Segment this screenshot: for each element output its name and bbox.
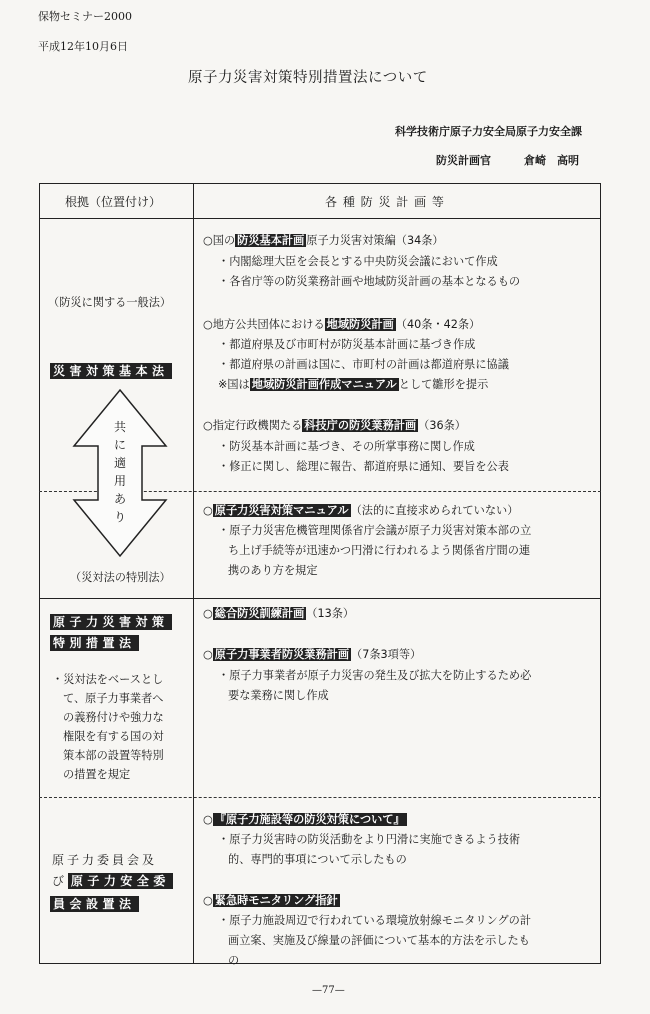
- author-name: 倉崎 高明: [524, 154, 579, 167]
- seminar-label: 保物セミナー2000: [38, 10, 132, 23]
- page-number: —77—: [312, 985, 345, 996]
- item-detail: （40条・42条）: [395, 318, 481, 331]
- bullet: ○: [203, 607, 213, 620]
- arrow-char: 共: [113, 420, 126, 434]
- item-line: ・原子力事業者が原子力災害の発生及び拡大を防止するため必: [218, 669, 532, 682]
- note-line: 権限を有する国の対: [63, 730, 164, 743]
- section-divider: [39, 797, 601, 798]
- item-line: の: [228, 954, 240, 967]
- iinkai-line-2: [52, 872, 173, 889]
- tokusoho-badge-1: [50, 611, 172, 630]
- basic-plan-highlight: 防災基本計画: [237, 234, 305, 247]
- bullet: ○: [203, 813, 213, 826]
- regional-plan-highlight: 地域防災計画: [326, 318, 394, 331]
- special-law-notes: [52, 670, 164, 784]
- item-detail: 原子力災害対策編（34条）: [306, 234, 444, 247]
- plan-item-manual: [203, 503, 518, 519]
- drill-plan-highlight: 総合防災訓練計画: [214, 607, 305, 620]
- iinkai-line-3: [50, 893, 139, 912]
- item-line: ・防災基本計画に基づき、その所掌事務に関し作成: [218, 440, 475, 453]
- bullet: ○国の: [203, 234, 236, 247]
- tokusoho-label-1: 原子力災害対策: [50, 614, 172, 630]
- item-line: 要な業務に関し作成: [228, 689, 329, 702]
- item-line: ・内閣総理大臣を会長とする中央防災会議において作成: [218, 255, 498, 268]
- iinkai-label-1: 原子力安全委: [68, 873, 173, 889]
- note-suffix: として雛形を提示: [398, 378, 489, 391]
- special-law-label: （災対法の特別法）: [70, 571, 171, 584]
- iinkai-label-2: 員会設置法: [50, 896, 139, 912]
- page-title: 原子力災害対策特別措置法について: [188, 70, 428, 86]
- note-line: 策本部の設置等特別: [63, 749, 164, 762]
- iinkai-line-1: 原子力委員会及: [52, 853, 158, 867]
- arrow-label: [110, 418, 130, 526]
- note-line: の義務付けや強力な: [63, 711, 164, 724]
- plan-item-monitoring: [203, 893, 340, 909]
- arrow-char: に: [113, 438, 126, 452]
- item-line: [218, 377, 488, 393]
- item-line: ・原子力災害危機管理関係省庁会議が原子力災害対策本部の立: [218, 524, 532, 537]
- item-detail: （13条）: [306, 607, 355, 620]
- monitoring-guide-highlight: 緊急時モニタリング指針: [214, 894, 338, 907]
- bullet: ○: [203, 894, 213, 907]
- note-line: の措置を規定: [63, 768, 131, 781]
- general-law-label: （防災に関する一般法）: [48, 296, 172, 309]
- plan-item-regional: [203, 317, 480, 333]
- arrow-char: 用: [113, 474, 126, 488]
- bullet: ○: [203, 504, 213, 517]
- bullet: ○: [203, 648, 213, 661]
- author-position: 防災計画官: [436, 154, 491, 167]
- column-divider: [193, 183, 194, 964]
- col-header-basis: 根拠（位置付け）: [65, 195, 162, 209]
- plan-item-stagency: [203, 418, 466, 434]
- bullet: ○指定行政機関たる: [203, 419, 303, 432]
- section-divider: [39, 598, 601, 599]
- note-line: て、原子力事業者へ: [63, 692, 164, 705]
- item-detail: （7条3項等）: [351, 648, 422, 661]
- arrow-char: あ: [113, 492, 126, 506]
- item-line: ・原子力施設周辺で行われている環境放射線モニタリングの計: [218, 914, 532, 927]
- plan-item-basic: [203, 233, 444, 249]
- arrow-char: り: [113, 510, 126, 524]
- author-org: 科学技術庁原子力安全局原子力安全課: [395, 125, 582, 138]
- disaster-manual-highlight: 原子力災害対策マニュアル: [214, 504, 349, 517]
- item-line: ・各省庁等の防災業務計画や地域防災計画の基本となるもの: [218, 275, 521, 288]
- item-line: ・修正に関し、総理に報告、都道府県に通知、要旨を公表: [218, 460, 509, 473]
- date-label: 平成12年10月6日: [38, 40, 128, 53]
- tokusoho-label-2: 特別措置法: [50, 635, 139, 651]
- kihonho-label: 災害対策基本法: [50, 363, 172, 379]
- plan-item-drill: [203, 606, 354, 622]
- item-line: ・都道府県及び市町村が防災基本計画に基づき作成: [218, 338, 476, 351]
- item-line: 的、専門的事項について示したもの: [228, 853, 407, 866]
- facility-measures-highlight: 『原子力施設等の防災対策について』: [214, 813, 405, 826]
- arrow-char: 適: [113, 456, 126, 470]
- note-prefix: ※国は: [218, 378, 250, 391]
- plan-item-operator: [203, 647, 421, 663]
- item-line: ち上げ手続等が迅速かつ円滑に行われるよう関係省庁間の連: [228, 544, 531, 557]
- stagency-plan-highlight: 科技庁の防災業務計画: [304, 419, 417, 432]
- kihonho-badge: [50, 360, 172, 379]
- item-line: 画立案、実施及び線量の評価について基本的方法を示したも: [228, 934, 530, 947]
- note-line: ・災対法をベースとし: [52, 673, 164, 686]
- iinkai-prefix: び: [52, 874, 65, 888]
- operator-plan-highlight: 原子力事業者防災業務計画: [214, 648, 350, 661]
- plan-item-facility: [203, 812, 407, 828]
- tokusoho-badge-2: [50, 632, 139, 651]
- item-line: ・原子力災害時の防災活動をより円滑に実施できるよう技術: [218, 833, 521, 846]
- item-detail: （36条）: [418, 419, 466, 432]
- item-detail: （法的に直接求められていない）: [350, 504, 519, 517]
- header-row-line: [39, 218, 601, 219]
- bullet: ○地方公共団体における: [203, 318, 325, 331]
- manual-highlight: 地域防災計画作成マニュアル: [251, 378, 397, 391]
- item-line: ・都道府県の計画は国に、市町村の計画は都道府県に協議: [218, 358, 509, 371]
- item-line: 携のあり方を規定: [228, 564, 318, 577]
- col-header-plans: 各 種 防 災 計 画 等: [325, 195, 445, 209]
